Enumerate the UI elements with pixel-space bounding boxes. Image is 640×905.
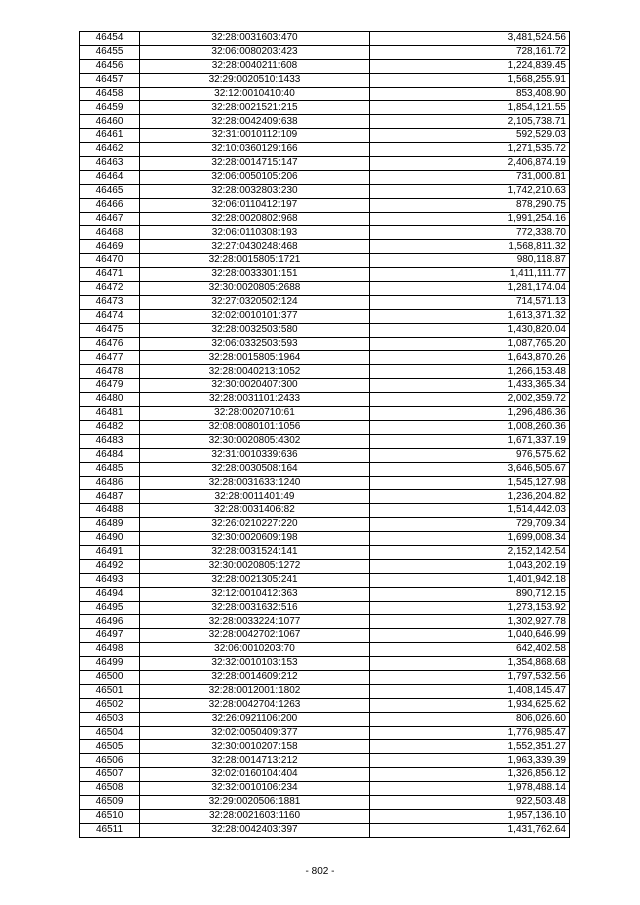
value-cell: 731,000.81	[370, 170, 570, 184]
value-cell: 976,575.62	[370, 448, 570, 462]
table-row	[80, 157, 570, 171]
table-row	[80, 615, 570, 629]
value-cell: 1,411,111.77	[370, 268, 570, 282]
cadastral-number-cell: 32:28:0030508:164	[140, 462, 370, 476]
row-id-cell: 46458	[80, 87, 140, 101]
row-id-cell: 46477	[80, 351, 140, 365]
row-id-cell: 46454	[80, 32, 140, 46]
table-row	[80, 59, 570, 73]
table-row	[80, 295, 570, 309]
cadastral-number-cell: 32:06:0332503:593	[140, 337, 370, 351]
table-row	[80, 434, 570, 448]
value-cell: 1,326,856.12	[370, 768, 570, 782]
value-cell: 1,296,486.36	[370, 407, 570, 421]
value-cell: 2,105,738.71	[370, 115, 570, 129]
row-id-cell: 46481	[80, 407, 140, 421]
value-cell: 2,152,142.54	[370, 545, 570, 559]
cadastral-number-cell: 32:12:0010410:40	[140, 87, 370, 101]
table-row	[80, 170, 570, 184]
table-row	[80, 545, 570, 559]
row-id-cell: 46465	[80, 184, 140, 198]
cadastral-number-cell: 32:02:0010101:377	[140, 309, 370, 323]
cadastral-number-cell: 32:12:0010412:363	[140, 587, 370, 601]
value-cell: 1,043,202.19	[370, 559, 570, 573]
table-row	[80, 559, 570, 573]
row-id-cell: 46496	[80, 615, 140, 629]
value-cell: 1,978,488.14	[370, 782, 570, 796]
table-body	[80, 32, 570, 838]
table-row	[80, 268, 570, 282]
cadastral-number-cell: 32:10:0360129:166	[140, 143, 370, 157]
table-row	[80, 351, 570, 365]
row-id-cell: 46488	[80, 504, 140, 518]
table-row	[80, 601, 570, 615]
row-id-cell: 46502	[80, 698, 140, 712]
row-id-cell: 46500	[80, 670, 140, 684]
value-cell: 2,002,359.72	[370, 393, 570, 407]
table-row	[80, 393, 570, 407]
cadastral-number-cell: 32:28:0032503:580	[140, 323, 370, 337]
cadastral-number-cell: 32:29:0020510:1433	[140, 73, 370, 87]
value-cell: 1,408,145.47	[370, 684, 570, 698]
cadastral-number-cell: 32:28:0031524:141	[140, 545, 370, 559]
cadastral-number-cell: 32:06:0080203:423	[140, 45, 370, 59]
table-row	[80, 643, 570, 657]
value-cell: 1,643,870.26	[370, 351, 570, 365]
table-row	[80, 573, 570, 587]
cadastral-number-cell: 32:28:0021305:241	[140, 573, 370, 587]
table-row	[80, 45, 570, 59]
row-id-cell: 46486	[80, 476, 140, 490]
value-cell: 1,354,868.68	[370, 657, 570, 671]
cadastral-number-cell: 32:28:0014609:212	[140, 670, 370, 684]
table-row	[80, 782, 570, 796]
value-cell: 642,402.58	[370, 643, 570, 657]
row-id-cell: 46455	[80, 45, 140, 59]
value-cell: 1,431,762.64	[370, 823, 570, 837]
value-cell: 922,503.48	[370, 795, 570, 809]
row-id-cell: 46475	[80, 323, 140, 337]
row-id-cell: 46462	[80, 143, 140, 157]
cadastral-number-cell: 32:28:0020802:968	[140, 212, 370, 226]
cadastral-number-cell: 32:30:0010207:158	[140, 740, 370, 754]
row-id-cell: 46505	[80, 740, 140, 754]
value-cell: 1,934,625.62	[370, 698, 570, 712]
cadastral-number-cell: 32:28:0020710:61	[140, 407, 370, 421]
cadastral-number-cell: 32:28:0042409:638	[140, 115, 370, 129]
table-row	[80, 240, 570, 254]
cadastral-number-cell: 32:26:0921106:200	[140, 712, 370, 726]
value-cell: 729,709.34	[370, 518, 570, 532]
table-row	[80, 504, 570, 518]
row-id-cell: 46511	[80, 823, 140, 837]
cadastral-number-cell: 32:28:0042702:1067	[140, 629, 370, 643]
cadastral-number-cell: 32:06:0110308:193	[140, 226, 370, 240]
cadastral-number-cell: 32:31:0010112:109	[140, 129, 370, 143]
cadastral-number-cell: 32:32:0010106:234	[140, 782, 370, 796]
row-id-cell: 46498	[80, 643, 140, 657]
table-row	[80, 490, 570, 504]
table-row	[80, 407, 570, 421]
row-id-cell: 46503	[80, 712, 140, 726]
value-cell: 1,281,174.04	[370, 282, 570, 296]
value-cell: 772,338.70	[370, 226, 570, 240]
row-id-cell: 46497	[80, 629, 140, 643]
cadastral-number-cell: 32:08:0080101:1056	[140, 420, 370, 434]
row-id-cell: 46483	[80, 434, 140, 448]
table-row	[80, 309, 570, 323]
value-cell: 1,302,927.78	[370, 615, 570, 629]
table-row	[80, 740, 570, 754]
value-cell: 1,776,985.47	[370, 726, 570, 740]
cadastral-number-cell: 32:28:0031406:82	[140, 504, 370, 518]
cadastral-number-cell: 32:28:0040211:608	[140, 59, 370, 73]
cadastral-number-cell: 32:06:0050105:206	[140, 170, 370, 184]
value-cell: 1,854,121.55	[370, 101, 570, 115]
row-id-cell: 46464	[80, 170, 140, 184]
row-id-cell: 46480	[80, 393, 140, 407]
table-row	[80, 657, 570, 671]
table-row	[80, 143, 570, 157]
row-id-cell: 46504	[80, 726, 140, 740]
value-cell: 1,742,210.63	[370, 184, 570, 198]
cadastral-number-cell: 32:30:0020609:198	[140, 532, 370, 546]
row-id-cell: 46491	[80, 545, 140, 559]
row-id-cell: 46469	[80, 240, 140, 254]
value-cell: 853,408.90	[370, 87, 570, 101]
cadastral-number-cell: 32:28:0031603:470	[140, 32, 370, 46]
row-id-cell: 46460	[80, 115, 140, 129]
table-row	[80, 129, 570, 143]
value-cell: 1,224,839.45	[370, 59, 570, 73]
table-row	[80, 462, 570, 476]
row-id-cell: 46456	[80, 59, 140, 73]
row-id-cell: 46471	[80, 268, 140, 282]
row-id-cell: 46478	[80, 365, 140, 379]
cadastral-number-cell: 32:28:0031633:1240	[140, 476, 370, 490]
row-id-cell: 46472	[80, 282, 140, 296]
value-cell: 2,406,874.19	[370, 157, 570, 171]
value-cell: 1,273,153.92	[370, 601, 570, 615]
value-cell: 1,430,820.04	[370, 323, 570, 337]
table-row	[80, 823, 570, 837]
table-row	[80, 768, 570, 782]
value-cell: 728,161.72	[370, 45, 570, 59]
table-row	[80, 809, 570, 823]
row-id-cell: 46495	[80, 601, 140, 615]
row-id-cell: 46485	[80, 462, 140, 476]
value-cell: 1,514,442.03	[370, 504, 570, 518]
table-row	[80, 32, 570, 46]
value-cell: 3,481,524.56	[370, 32, 570, 46]
row-id-cell: 46499	[80, 657, 140, 671]
page-number: - 802 -	[305, 866, 335, 877]
row-id-cell: 46509	[80, 795, 140, 809]
row-id-cell: 46501	[80, 684, 140, 698]
row-id-cell: 46494	[80, 587, 140, 601]
value-cell: 1,568,255.91	[370, 73, 570, 87]
table-row	[80, 629, 570, 643]
cadastral-number-cell: 32:27:0320502:124	[140, 295, 370, 309]
value-cell: 1,433,365.34	[370, 379, 570, 393]
cadastral-number-cell: 32:28:0031101:2433	[140, 393, 370, 407]
row-id-cell: 46459	[80, 101, 140, 115]
cadastral-number-cell: 32:28:0014713:212	[140, 754, 370, 768]
cadastral-number-cell: 32:28:0042704:1263	[140, 698, 370, 712]
cadastral-number-cell: 32:28:0011401:49	[140, 490, 370, 504]
cadastral-number-cell: 32:31:0010339:636	[140, 448, 370, 462]
cadastral-number-cell: 32:30:0020805:4302	[140, 434, 370, 448]
value-cell: 1,087,765.20	[370, 337, 570, 351]
value-cell: 806,026.60	[370, 712, 570, 726]
table-row	[80, 476, 570, 490]
row-id-cell: 46479	[80, 379, 140, 393]
value-cell: 1,552,351.27	[370, 740, 570, 754]
value-cell: 1,401,942.18	[370, 573, 570, 587]
value-cell: 3,646,505.67	[370, 462, 570, 476]
cadastral-number-cell: 32:28:0014715:147	[140, 157, 370, 171]
value-cell: 980,118.87	[370, 254, 570, 268]
cadastral-number-cell: 32:28:0033224:1077	[140, 615, 370, 629]
table-row	[80, 212, 570, 226]
row-id-cell: 46492	[80, 559, 140, 573]
row-id-cell: 46487	[80, 490, 140, 504]
cadastral-number-cell: 32:02:0160104:404	[140, 768, 370, 782]
table-row	[80, 254, 570, 268]
cadastral-number-cell: 32:27:0430248:468	[140, 240, 370, 254]
cadastral-number-cell: 32:06:0010203:70	[140, 643, 370, 657]
row-id-cell: 46482	[80, 420, 140, 434]
cadastral-number-cell: 32:28:0040213:1052	[140, 365, 370, 379]
cadastral-number-cell: 32:28:0021603:1160	[140, 809, 370, 823]
row-id-cell: 46463	[80, 157, 140, 171]
table-row	[80, 379, 570, 393]
row-id-cell: 46473	[80, 295, 140, 309]
value-cell: 890,712.15	[370, 587, 570, 601]
table-row	[80, 518, 570, 532]
value-cell: 1,957,136.10	[370, 809, 570, 823]
cadastral-number-cell: 32:28:0021521:215	[140, 101, 370, 115]
table-row	[80, 226, 570, 240]
cadastral-number-cell: 32:28:0031632:516	[140, 601, 370, 615]
table-row	[80, 712, 570, 726]
cadastral-number-cell: 32:02:0050409:377	[140, 726, 370, 740]
cadastral-number-cell: 32:28:0015805:1964	[140, 351, 370, 365]
value-cell: 878,290.75	[370, 198, 570, 212]
row-id-cell: 46507	[80, 768, 140, 782]
cadastral-number-cell: 32:28:0032803:230	[140, 184, 370, 198]
cadastral-number-cell: 32:30:0020805:2688	[140, 282, 370, 296]
table-row	[80, 670, 570, 684]
cadastral-number-cell: 32:28:0015805:1721	[140, 254, 370, 268]
table-row	[80, 587, 570, 601]
cadastral-value-table	[79, 31, 570, 838]
value-cell: 714,571.13	[370, 295, 570, 309]
row-id-cell: 46474	[80, 309, 140, 323]
value-cell: 1,040,646.99	[370, 629, 570, 643]
table-row	[80, 198, 570, 212]
row-id-cell: 46476	[80, 337, 140, 351]
cadastral-number-cell: 32:30:0020407:300	[140, 379, 370, 393]
value-cell: 1,671,337.19	[370, 434, 570, 448]
table-row	[80, 323, 570, 337]
row-id-cell: 46470	[80, 254, 140, 268]
table-row	[80, 115, 570, 129]
table-row	[80, 87, 570, 101]
value-cell: 1,271,535.72	[370, 143, 570, 157]
value-cell: 1,963,339.39	[370, 754, 570, 768]
row-id-cell: 46457	[80, 73, 140, 87]
row-id-cell: 46484	[80, 448, 140, 462]
row-id-cell: 46493	[80, 573, 140, 587]
value-cell: 1,266,153.48	[370, 365, 570, 379]
cadastral-number-cell: 32:29:0020506:1881	[140, 795, 370, 809]
value-cell: 1,797,532.56	[370, 670, 570, 684]
value-cell: 1,236,204.82	[370, 490, 570, 504]
table-row	[80, 420, 570, 434]
table-row	[80, 184, 570, 198]
table-row	[80, 532, 570, 546]
value-cell: 1,613,371.32	[370, 309, 570, 323]
table-row	[80, 795, 570, 809]
value-cell: 592,529.03	[370, 129, 570, 143]
row-id-cell: 46461	[80, 129, 140, 143]
cadastral-number-cell: 32:32:0010103:153	[140, 657, 370, 671]
table-row	[80, 337, 570, 351]
table-row	[80, 101, 570, 115]
table-row	[80, 448, 570, 462]
cadastral-number-cell: 32:30:0020805:1272	[140, 559, 370, 573]
row-id-cell: 46468	[80, 226, 140, 240]
cadastral-number-cell: 32:06:0110412:197	[140, 198, 370, 212]
cadastral-number-cell: 32:28:0012001:1802	[140, 684, 370, 698]
table-row	[80, 698, 570, 712]
table-row	[80, 73, 570, 87]
table-row	[80, 365, 570, 379]
value-cell: 1,008,260.36	[370, 420, 570, 434]
row-id-cell: 46506	[80, 754, 140, 768]
value-cell: 1,991,254.16	[370, 212, 570, 226]
cadastral-number-cell: 32:28:0033301:151	[140, 268, 370, 282]
table-row	[80, 684, 570, 698]
row-id-cell: 46467	[80, 212, 140, 226]
value-cell: 1,545,127.98	[370, 476, 570, 490]
table-row	[80, 282, 570, 296]
value-cell: 1,568,811.32	[370, 240, 570, 254]
value-cell: 1,699,008.34	[370, 532, 570, 546]
table-row	[80, 726, 570, 740]
row-id-cell: 46510	[80, 809, 140, 823]
row-id-cell: 46490	[80, 532, 140, 546]
row-id-cell: 46466	[80, 198, 140, 212]
row-id-cell: 46508	[80, 782, 140, 796]
cadastral-number-cell: 32:26:0210227:220	[140, 518, 370, 532]
cadastral-number-cell: 32:28:0042403:397	[140, 823, 370, 837]
table-row	[80, 754, 570, 768]
row-id-cell: 46489	[80, 518, 140, 532]
